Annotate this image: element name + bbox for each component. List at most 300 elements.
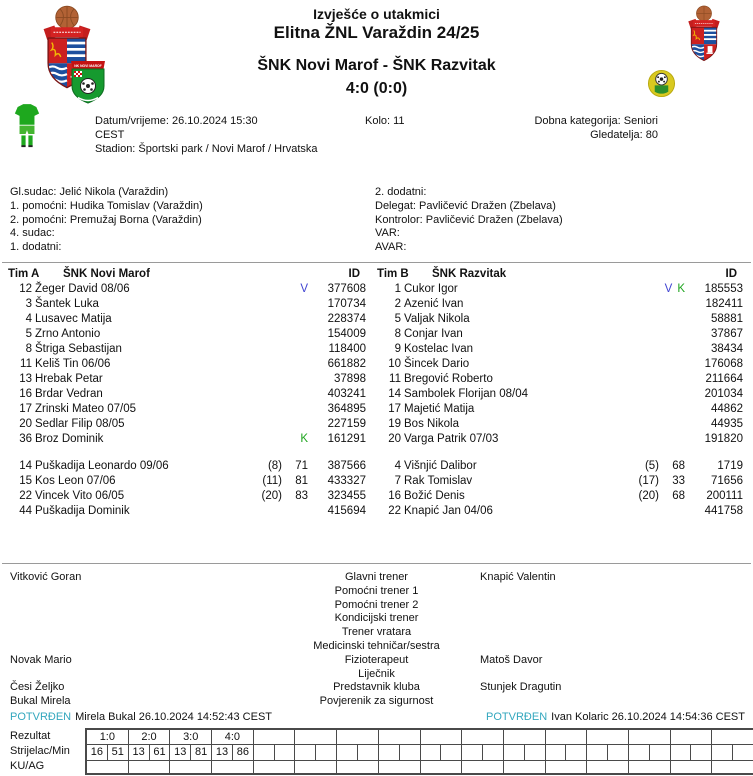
player-id: 201034 (704, 388, 743, 400)
player-number: 2 (394, 298, 401, 310)
scorer-cell (671, 745, 713, 760)
scorer-minute (650, 745, 670, 760)
player-markers (623, 327, 685, 342)
staff-row (0, 599, 753, 613)
player-number: 19 (388, 418, 401, 430)
player-row (8, 474, 368, 489)
staff-row (0, 626, 753, 640)
player-number: 14 (388, 388, 401, 400)
substitution-minute: 68 (672, 460, 685, 472)
confirmation-signature: Ivan Kolaric 26.10.2024 14:54:36 CEST (551, 711, 745, 723)
team-table-header (8, 266, 368, 282)
player-row (377, 504, 745, 519)
report-title: Izvješće o utakmici (313, 6, 440, 22)
player-markers (623, 297, 685, 312)
player-name: Božić Denis (404, 490, 465, 502)
id-column-header: ID (725, 268, 737, 280)
result-cell (546, 730, 588, 744)
player-markers (246, 432, 308, 447)
player-name: Sedlar Filip 08/05 (35, 418, 125, 430)
player-id: 1719 (717, 460, 743, 472)
result-cell (379, 730, 421, 744)
team-name: ŠNK Novi Marof (63, 268, 150, 280)
player-markers (246, 402, 308, 417)
player-markers (246, 372, 308, 387)
substitution-minute: 83 (295, 490, 308, 502)
player-name: Žeger David 08/06 (35, 283, 130, 295)
player-name: Štriga Sebastijan (35, 343, 122, 355)
staff-role-label: Predstavnik kluba (333, 681, 420, 694)
player-number: 3 (25, 298, 32, 310)
substitution-minute: 33 (672, 475, 685, 487)
team-name: ŠNK Razvitak (432, 268, 507, 280)
scorer-cell (379, 745, 421, 760)
player-id: 161291 (327, 433, 366, 445)
staff-role-label: Kondicijski trener (334, 612, 419, 625)
player-markers (623, 432, 685, 447)
player-name: Sambolek Florijan 08/04 (404, 388, 529, 400)
staff-role-label: Liječnik (358, 667, 395, 680)
player-row (377, 297, 745, 312)
substitutes-gap (377, 447, 745, 459)
player-row (8, 357, 368, 372)
player-name: Azenić Ivan (404, 298, 464, 310)
substituted-player-number: (5) (644, 460, 659, 472)
team-label: Tim B (377, 268, 409, 280)
staff-row (0, 681, 753, 695)
scorer-cell (504, 745, 546, 760)
scorer-minute (400, 745, 420, 760)
confirmation-signature: Mirela Bukal 26.10.2024 14:52:43 CEST (75, 711, 273, 723)
player-id: 38434 (711, 343, 743, 355)
scorer-number: 13 (129, 745, 150, 760)
official-entry: Delegat: Pavličević Dražen (Zbelava) (375, 199, 556, 212)
result-cell: 3:0 (170, 730, 212, 744)
player-markers (246, 327, 308, 342)
player-id: 191820 (704, 433, 743, 445)
player-name: Hrebak Petar (35, 373, 103, 385)
player-row (8, 342, 368, 357)
player-name: Lusavec Matija (35, 313, 112, 325)
category-attendance-block (534, 114, 658, 142)
ku-ag-cell (462, 761, 504, 773)
player-number: 9 (394, 343, 401, 355)
ku-ag-cell (254, 761, 296, 773)
staff-row (0, 612, 753, 626)
player-row (377, 342, 745, 357)
result-cell (504, 730, 546, 744)
ku-ag-cell (421, 761, 463, 773)
player-name: Višnjić Dalibor (404, 460, 477, 472)
player-row (8, 282, 368, 297)
official-entry: 4. sudac: (10, 227, 55, 240)
player-id: 37898 (334, 373, 366, 385)
player-id: 364895 (327, 403, 366, 415)
scorer-minute (691, 745, 711, 760)
scorer-minute: 81 (195, 746, 208, 758)
player-id: 170734 (327, 298, 366, 310)
scorer-minute (566, 745, 586, 760)
scorer-cell (712, 745, 753, 760)
scorer-cell (295, 745, 337, 760)
official-entry: AVAR: (375, 241, 407, 254)
home-staff-name: Bukal Mirela (10, 695, 71, 708)
official-entry: 1. dodatni: (10, 241, 62, 254)
staff-row (0, 668, 753, 682)
player-id: 661882 (327, 358, 366, 370)
player-markers (623, 357, 685, 372)
player-id: 403241 (327, 388, 366, 400)
player-name: Puškadija Dominik (35, 505, 130, 517)
player-id: 44935 (711, 418, 743, 430)
player-markers (246, 474, 308, 489)
scorer-number: 16 (87, 745, 108, 760)
staff-row (0, 695, 753, 709)
team-b-table (377, 266, 745, 519)
player-name: Valjak Nikola (404, 313, 470, 325)
ku-ag-cell (504, 761, 546, 773)
scorer-minute (733, 745, 753, 760)
player-name: Conjar Ivan (404, 328, 463, 340)
home-staff-name: Česi Željko (10, 681, 65, 694)
player-number: 5 (25, 328, 32, 340)
away-staff-name: Stunjek Dragutin (480, 681, 562, 694)
player-markers (623, 489, 685, 504)
player-number: 12 (19, 283, 32, 295)
ku-ag-cell (87, 761, 129, 773)
player-id: 44862 (711, 403, 743, 415)
player-number: 36 (19, 433, 32, 445)
player-id: 415694 (327, 505, 366, 517)
player-number: 5 (394, 313, 401, 325)
player-id: 387566 (327, 460, 366, 472)
scorer-minute (316, 745, 336, 760)
player-markers (246, 504, 308, 519)
player-row (377, 489, 745, 504)
player-name: Bos Nikola (404, 418, 459, 430)
divider-line (2, 262, 751, 263)
player-name: Knapić Jan 04/06 (404, 505, 493, 517)
score-grid-row-labels (10, 729, 70, 774)
scorer-row-label: Strijelac/Min (10, 745, 70, 757)
player-markers (246, 297, 308, 312)
substitution-minute: 71 (295, 460, 308, 472)
result-cell (295, 730, 337, 744)
scorer-cell (129, 745, 171, 760)
scorer-minute-row (87, 745, 753, 761)
staff-role-label: Fizioterapeut (344, 653, 409, 666)
team-table-header (377, 266, 745, 282)
player-name: Bregović Roberto (404, 373, 493, 385)
datetime-line: Datum/vrijeme: 26.10.2024 15:30 (95, 115, 258, 127)
ku-ag-cell (587, 761, 629, 773)
result-cell (629, 730, 671, 744)
player-row (377, 372, 745, 387)
player-number: 16 (388, 490, 401, 502)
scorer-minute (358, 745, 378, 760)
player-markers (246, 417, 308, 432)
scorer-cell (87, 745, 129, 760)
player-name: Zrno Antonio (35, 328, 101, 340)
stadium-line: Stadion: Športski park / Novi Marof / Hrvatska (95, 143, 318, 155)
ku-ag-cell (379, 761, 421, 773)
home-staff-name: Vitković Goran (10, 571, 82, 583)
staff-section (0, 571, 753, 709)
official-entry: Gl.sudac: Jelić Nikola (Varaždin) (10, 186, 169, 198)
away-staff-name: Knapić Valentin (480, 571, 556, 583)
scorer-number (629, 745, 650, 760)
player-id: 176068 (704, 358, 743, 370)
substituted-player-number: (20) (261, 490, 282, 502)
player-markers (246, 357, 308, 372)
scorer-cell (212, 745, 254, 760)
player-name: Broz Dominik (35, 433, 104, 445)
result-cell (421, 730, 463, 744)
staff-row (0, 585, 753, 599)
scorer-minute (275, 745, 295, 760)
player-row (377, 357, 745, 372)
player-number: 4 (25, 313, 32, 325)
player-name: Zrinski Mateo 07/05 (35, 403, 136, 415)
player-row (377, 402, 745, 417)
staff-row (0, 571, 753, 585)
player-markers (246, 387, 308, 402)
player-row (377, 282, 745, 297)
player-number: 22 (388, 505, 401, 517)
scorer-cell (462, 745, 504, 760)
scorer-minute (441, 745, 461, 760)
goalkeeper-k-mark: K (677, 283, 685, 295)
player-row (8, 327, 368, 342)
player-id: 377608 (327, 283, 366, 295)
confirmed-status-badge: POTVRĐEN (486, 711, 548, 723)
player-id: 154009 (327, 328, 366, 340)
ku-ag-cell (337, 761, 379, 773)
scorer-minute: 51 (111, 746, 124, 758)
player-row (8, 312, 368, 327)
scorer-cell (337, 745, 379, 760)
player-markers (623, 342, 685, 357)
player-markers (246, 489, 308, 504)
team-label: Tim A (8, 268, 40, 280)
result-cell: 4:0 (212, 730, 254, 744)
staff-role-label: Trener vratara (341, 626, 412, 639)
player-markers (623, 459, 685, 474)
staff-role-label: Glavni trener (345, 571, 408, 583)
player-number: 22 (19, 490, 32, 502)
substituted-player-number: (17) (638, 475, 659, 487)
player-number: 11 (20, 358, 32, 370)
scorer-number (337, 745, 358, 760)
staff-role-label: Pomoćni trener 2 (334, 598, 419, 611)
substitutes-gap (8, 447, 368, 459)
team-a-table (8, 266, 368, 519)
player-name: Majetić Matija (404, 403, 475, 415)
player-markers (246, 342, 308, 357)
player-number: 4 (394, 460, 401, 472)
player-markers (623, 372, 685, 387)
scorer-number (671, 745, 692, 760)
jersey-shorts-socks-icon (13, 104, 41, 151)
confirmed-status-badge: POTVRĐEN (10, 711, 72, 723)
player-id: 182411 (705, 298, 743, 310)
result-cell (712, 730, 753, 744)
player-name: Varga Patrik 07/03 (404, 433, 499, 445)
player-markers (623, 504, 685, 519)
player-number: 17 (388, 403, 401, 415)
staff-role-label: Pomoćni trener 1 (334, 584, 419, 597)
ku-ag-row (87, 761, 753, 773)
scorer-number (254, 745, 275, 760)
player-id: 118400 (328, 343, 366, 355)
official-entry: VAR: (375, 227, 400, 240)
timezone-line: CEST (95, 129, 125, 141)
substitution-minute: 68 (672, 490, 685, 502)
player-id: 441758 (704, 505, 743, 517)
id-column-header: ID (348, 268, 360, 280)
player-row (8, 417, 368, 432)
player-row (377, 474, 745, 489)
home-kit-icon (13, 104, 41, 151)
scorer-cell (254, 745, 296, 760)
player-markers (623, 282, 685, 297)
divider-line (2, 563, 751, 564)
player-markers (623, 387, 685, 402)
player-id: 228374 (327, 313, 366, 325)
final-result: 4:0 (0:0) (345, 80, 408, 97)
ku-ag-cell (295, 761, 337, 773)
player-id: 227159 (327, 418, 366, 430)
player-id: 71656 (711, 475, 743, 487)
player-row (8, 297, 368, 312)
round-label: Kolo: 11 (365, 115, 405, 127)
player-number: 15 (19, 475, 32, 487)
player-number: 8 (394, 328, 401, 340)
player-markers (246, 312, 308, 327)
player-id: 185553 (704, 283, 743, 295)
player-markers (246, 282, 308, 297)
player-row (377, 312, 745, 327)
player-number: 14 (19, 460, 32, 472)
scorer-minute (483, 745, 503, 760)
player-row (377, 432, 745, 447)
scorer-number (587, 745, 608, 760)
ku-ag-cell (712, 761, 753, 773)
substituted-player-number: (20) (638, 490, 659, 502)
staff-role-label: Medicinski tehničar/sestra (313, 639, 440, 652)
ku-ag-cell (629, 761, 671, 773)
scorer-number (546, 745, 567, 760)
result-cell (671, 730, 713, 744)
player-number: 13 (19, 373, 32, 385)
result-cell: 1:0 (87, 730, 129, 744)
ku-ag-cell (170, 761, 212, 773)
result-cell (587, 730, 629, 744)
captain-v-mark: V (300, 283, 308, 295)
player-name: Vincek Vito 06/05 (35, 490, 125, 502)
player-number: 7 (394, 475, 401, 487)
scorer-cell (546, 745, 588, 760)
scorer-cell (629, 745, 671, 760)
player-name: Puškadija Leonardo 09/06 (35, 460, 169, 472)
player-markers (623, 417, 685, 432)
player-number: 1 (394, 283, 401, 295)
ku-ag-cell (546, 761, 588, 773)
player-row (8, 372, 368, 387)
player-row (8, 402, 368, 417)
official-entry: Kontrolor: Pavličević Dražen (Zbelava) (375, 213, 563, 226)
official-entry: 1. pomoćni: Hudika Tomislav (Varaždin) (10, 199, 203, 212)
officials-right-column (375, 186, 563, 255)
away-confirmation (486, 711, 745, 724)
home-staff-name: Novak Mario (10, 653, 72, 666)
substituted-player-number: (8) (267, 460, 282, 472)
player-row (8, 432, 368, 447)
player-id: 200111 (706, 490, 743, 502)
scorer-cell (587, 745, 629, 760)
scorer-number (462, 745, 483, 760)
player-name: Brdar Vedran (35, 388, 103, 400)
officials-left-column (10, 186, 203, 255)
player-id: 433327 (327, 475, 366, 487)
result-cell (337, 730, 379, 744)
player-id: 58881 (711, 313, 743, 325)
substituted-player-number: (11) (262, 475, 282, 487)
scorer-number (379, 745, 400, 760)
player-row (377, 417, 745, 432)
age-category-line: Dobna kategorija: Seniori (534, 115, 658, 127)
official-entry: 2. pomoćni: Premužaj Borna (Varaždin) (10, 213, 202, 226)
player-id: 211664 (705, 373, 743, 385)
substitution-minute: 81 (295, 475, 308, 487)
badge-banner-text: NK NOVI MAROF (74, 64, 102, 68)
away-staff-name: Matoš Davor (480, 653, 543, 666)
scorer-number (295, 745, 316, 760)
result-row-label: Rezultat (10, 730, 51, 742)
result-cell: 2:0 (129, 730, 171, 744)
player-row (8, 489, 368, 504)
scorer-minute: 86 (236, 746, 249, 758)
player-number: 10 (388, 358, 401, 370)
captain-v-mark: V (664, 283, 673, 295)
goalkeeper-k-mark: K (300, 433, 308, 445)
player-row (377, 387, 745, 402)
attendance-line: Gledatelja: 80 (590, 129, 658, 141)
match-info-block (95, 114, 318, 156)
player-row (377, 459, 745, 474)
player-name: Šantek Luka (35, 298, 99, 310)
staff-row (0, 640, 753, 654)
scorer-number (421, 745, 442, 760)
ku-ag-row-label: KU/AG (10, 760, 45, 772)
player-name: Keliš Tin 06/06 (35, 358, 111, 370)
player-markers (623, 402, 685, 417)
player-number: 17 (19, 403, 32, 415)
result-cell (462, 730, 504, 744)
player-name: Kos Leon 07/06 (35, 475, 116, 487)
player-markers (623, 312, 685, 327)
ku-ag-cell (212, 761, 254, 773)
ku-ag-cell (129, 761, 171, 773)
scorer-minute (525, 745, 545, 760)
player-number: 20 (19, 418, 32, 430)
player-row (8, 504, 368, 519)
player-id: 37867 (711, 328, 743, 340)
player-id: 323455 (327, 490, 366, 502)
competition-title: Elitna ŽNL Varaždin 24/25 (273, 23, 480, 42)
staff-row (0, 654, 753, 668)
result-cell (254, 730, 296, 744)
